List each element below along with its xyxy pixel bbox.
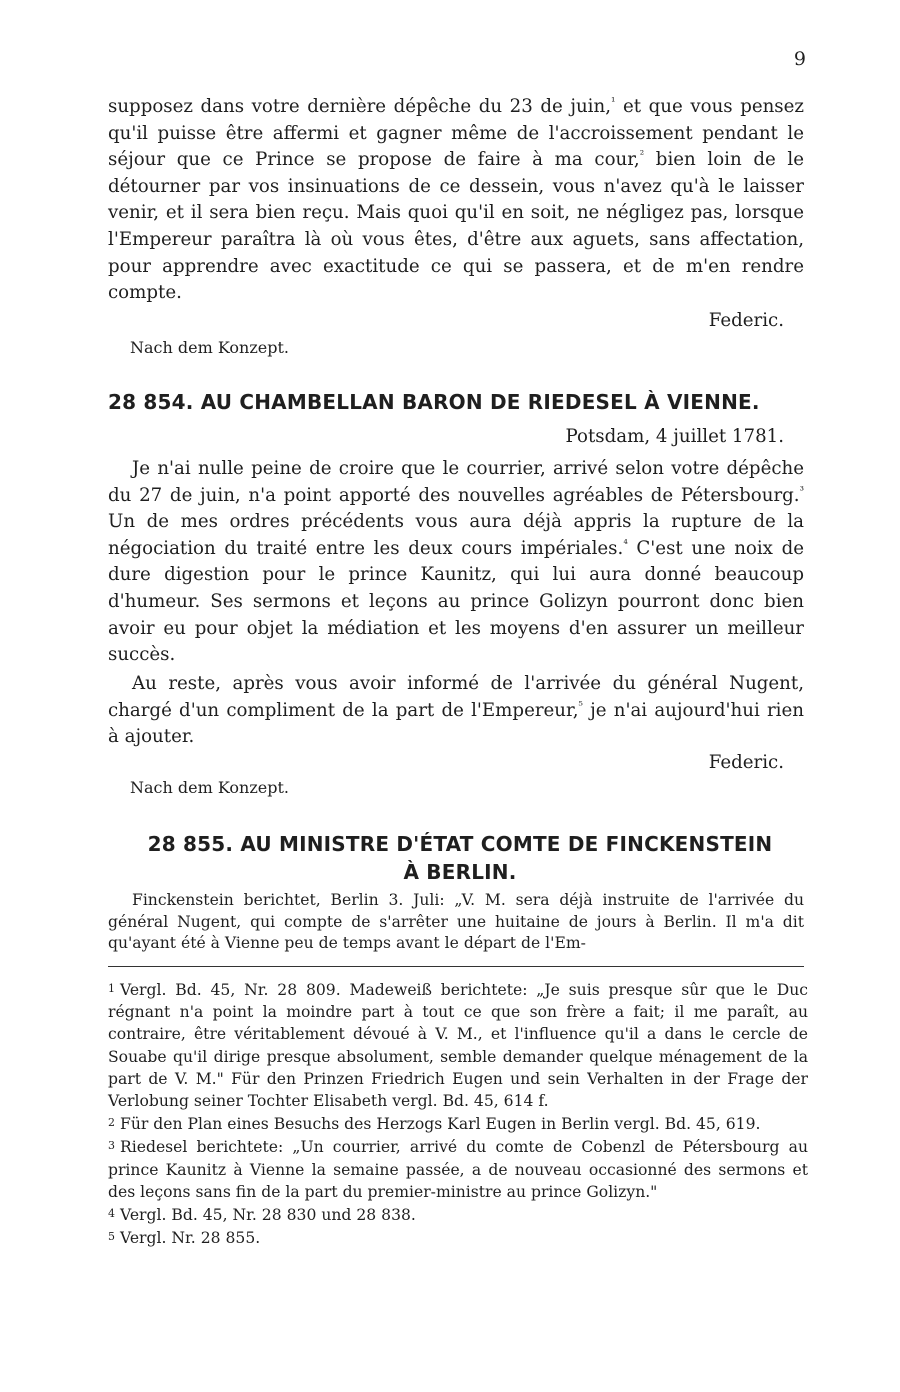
heading-line: 28 855. AU MINISTRE D'ÉTAT COMTE DE FINCKENSTEIN — [147, 832, 773, 856]
footnote-mark: 4 — [108, 1207, 115, 1221]
footnote-ref-2[interactable]: ² — [639, 148, 645, 162]
letter-heading-28855 — [120, 830, 800, 886]
letter-heading-28854: 28 854. AU CHAMBELLAN BARON DE RIEDESEL À VIENNE. — [108, 390, 760, 414]
footnote-5: 5 Vergl. Nr. 28 855. — [108, 1229, 261, 1248]
page-number: 9 — [793, 48, 806, 70]
letter-paragraph: Je n'ai nulle peine de croire que le courrier, arrivé selon votre dépêche du 27 de juin, n'a point apporté des nouvelles agréables de Pétersbourg.$^{^3}$ Un de mes ordres précédents vous aura déjà appris la rupture de la négociation du traité entre les deux cours impériales.$^{^4}$ C'est une noix de dure digestion pour le prince Kaunitz, qui lui aura donné beaucoup d'humeur. Ses sermons et leçons au prince Golizyn pourront donc bien avoir eu pour objet la médiation et les moyens d'en assurer un meilleur succès. — [108, 458, 805, 666]
footnote-2: 2 Für den Plan eines Besuchs des Herzogs Karl Eugen in Berlin vergl. Bd. 45, 619. — [108, 1115, 761, 1134]
footnote-ref-4[interactable]: ⁴ — [623, 536, 628, 550]
footnote-4: 4 Vergl. Bd. 45, Nr. 28 830 und 28 838. — [108, 1206, 416, 1225]
footnote-mark: 1 — [108, 982, 115, 995]
footnote-divider — [108, 966, 804, 967]
body-paragraph-continuation: supposez dans votre dernière dépêche du 23 de juin,$^{^1}$ et que vous pensez qu'il puisse être affermi et gagner même de l'accroissement pendant le séjour que ce Prince se propose de faire à ma cour,$^{^2}$ bien loin de le détourner par vos insinuations de ce dessein, vous n'avez qu'à le laisser venir, et il sera bien reçu. Mais quoi qu'il en soit, ne négligez pas, lorsque l'Empereur paraîtra là où vous êtes, d'être aux aguets, sans affectation, pour apprendre avec exactitude ce qui se passera, et de m'en rendre compte. — [108, 94, 804, 304]
footnote-3: 3 Riedesel berichtete: „Un courrier, arrivé du comte de Cobenzl de Pétersbourg au prince Kaunitz à Vienne la semaine passée, a de nouveau occasionné des sermons et des leçons sans fin de la part du premier-ministre au prince Golizyn." — [108, 1138, 808, 1201]
footnote-ref-1[interactable]: ¹ — [611, 94, 616, 108]
footnote-ref-5[interactable]: ⁵ — [578, 698, 583, 712]
source-note: Nach dem Konzept. — [130, 338, 289, 357]
source-note: Nach dem Konzept. — [130, 778, 289, 797]
report-summary: Finckenstein berichtet, Berlin 3. Juli: „V. M. sera déjà instruite de l'arrivée du général Nugent, qui compte de s'arrêter une huitaine de jours à Berlin. Il m'a dit qu'ayant été à Vienne peu de temps avant le départ de l'Em- — [108, 891, 804, 953]
footnote-1: 1 Vergl. Bd. 45, Nr. 28 809. Madeweiß berichtete: „Je suis presque sûr que le Duc régnant n'a point la moindre part à tout ce que son frère a fait; il me paraît, au contraire, être véritablement dévoué à V. M., et l'influence qu'il a dans le cercle de Souabe qu'il dirige presque absolument, semble demander quelque ménagement de la part de V. M." Für den Prinzen Friedrich Eugen und sein Verhalten in der Frage der Verlobung seiner Tochter Elisabeth vergl. Bd. 45, 614 f. — [108, 981, 808, 1111]
footnotes — [108, 978, 808, 1249]
signature: Federic. — [708, 752, 784, 773]
signature: Federic. — [708, 310, 784, 331]
footnote-mark: 3 — [108, 1139, 115, 1153]
footnote-ref-3[interactable]: ³ — [799, 483, 804, 497]
dateline: Potsdam, 4 juillet 1781. — [565, 426, 784, 447]
footnote-mark: 2 — [108, 1116, 115, 1130]
letter-paragraph: Au reste, après vous avoir informé de l'arrivée du général Nugent, chargé d'un compliment de la part de l'Empereur,$^{^5}$ je n'ai aujourd'hui rien à ajouter. — [108, 673, 804, 748]
heading-line: À BERLIN. — [403, 860, 517, 884]
footnote-mark: 5 — [108, 1230, 115, 1244]
